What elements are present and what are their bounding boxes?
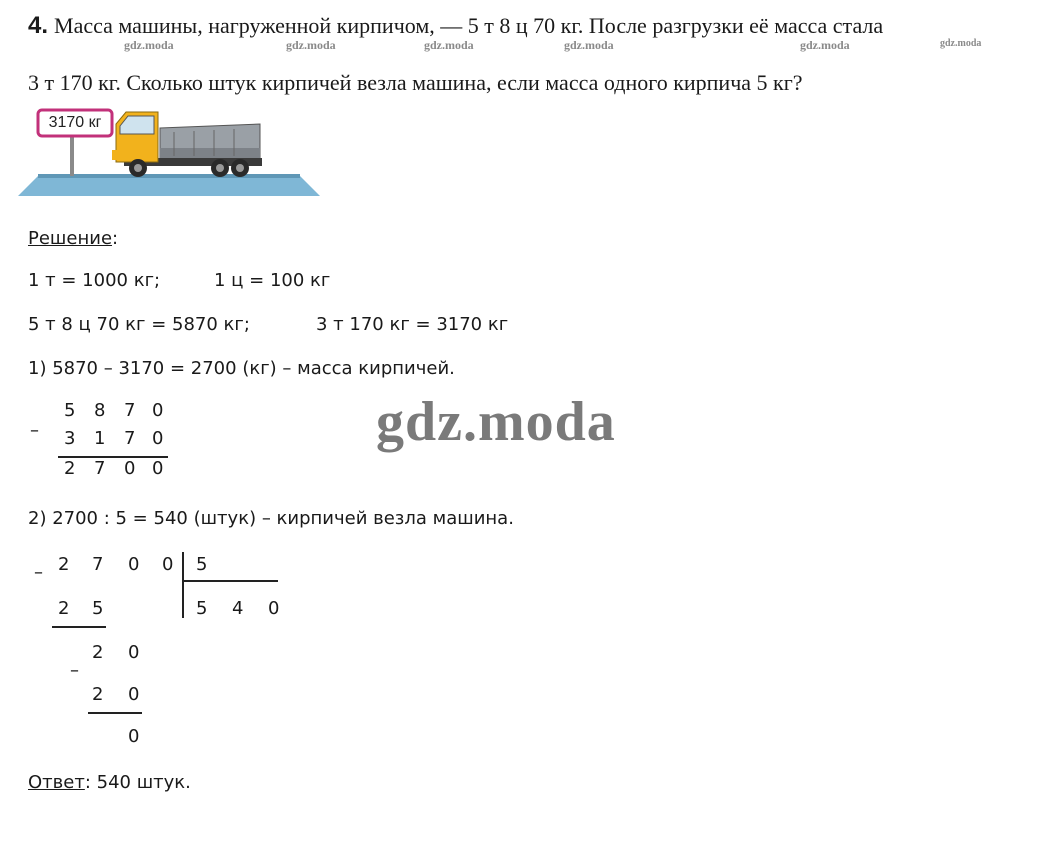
digit: 0 — [152, 428, 164, 449]
watermark-small: gdz.moda — [800, 38, 850, 52]
answer-label: Ответ — [28, 772, 85, 793]
watermark-small: gdz.moda — [124, 38, 174, 52]
digit: 5 — [196, 598, 208, 619]
truck-scale-illustration — [14, 104, 324, 200]
conversion-centner: 1 ц = 100 кг — [214, 270, 331, 291]
digit: 2 — [58, 554, 70, 575]
digit: 7 — [124, 428, 136, 449]
digit: 1 — [94, 428, 106, 449]
digit: 7 — [124, 400, 136, 421]
digit: 0 — [128, 726, 140, 747]
scale-reading: 3170 кг — [48, 114, 102, 131]
problem-line-2: 3 т 170 кг. Сколько штук кирпичей везла машина, если масса одного кирпича 5 кг? — [28, 70, 803, 95]
watermark-small: gdz.moda — [940, 38, 982, 49]
digit: 0 — [162, 554, 174, 575]
conversion-first-mass: 5 т 8 ц 70 кг = 5870 кг; — [28, 314, 250, 335]
watermark-small: gdz.moda — [424, 38, 474, 52]
problem-number: 4. — [28, 12, 49, 39]
digit: 0 — [152, 400, 164, 421]
minus-sign: – — [34, 562, 43, 583]
solution-label: Решение — [28, 228, 113, 249]
watermark-large: gdz.moda — [376, 391, 616, 453]
minus-sign: – — [70, 660, 79, 681]
sum-line — [52, 626, 106, 628]
digit: 7 — [92, 554, 104, 575]
digit: 0 — [128, 684, 140, 705]
problem-line-1 — [28, 12, 883, 40]
long-division — [28, 552, 308, 752]
step-2: 2) 2700 : 5 = 540 (штук) – кирпичей везла машина. — [28, 508, 514, 529]
digit: 5 — [92, 598, 104, 619]
digit: 2 — [92, 642, 104, 663]
divisor: 5 — [196, 554, 208, 575]
digit: 0 — [124, 458, 136, 479]
digit: 0 — [128, 642, 140, 663]
watermark-small: gdz.moda — [286, 38, 336, 52]
division-bar-vertical — [182, 552, 184, 618]
digit: 2 — [64, 458, 76, 479]
solution-heading — [28, 228, 118, 249]
digit: 0 — [128, 554, 140, 575]
step-1: 1) 5870 – 3170 = 2700 (кг) – масса кирпичей. — [28, 358, 455, 379]
digit: 2 — [92, 684, 104, 705]
column-subtraction — [28, 400, 178, 490]
digit: 0 — [268, 598, 280, 619]
answer-text: : 540 штук. — [84, 772, 191, 793]
division-bar-horizontal — [182, 580, 278, 582]
solution-colon: : — [112, 228, 119, 249]
conversion-ton: 1 т = 1000 кг; — [28, 270, 161, 291]
digit: 8 — [94, 400, 106, 421]
digit: 5 — [64, 400, 76, 421]
sum-line — [88, 712, 142, 714]
digit: 0 — [152, 458, 164, 479]
watermark-small: gdz.moda — [564, 38, 614, 52]
digit: 4 — [232, 598, 244, 619]
problem-text-1: Масса машины, нагруженной кирпичом, — 5 т 8 ц 70 кг. После разгрузки её масса стала — [54, 13, 884, 38]
minus-sign: – — [30, 420, 39, 441]
digit: 3 — [64, 428, 76, 449]
digit: 7 — [94, 458, 106, 479]
digit: 2 — [58, 598, 70, 619]
conversion-second-mass: 3 т 170 кг = 3170 кг — [316, 314, 509, 335]
answer-line — [28, 772, 191, 793]
